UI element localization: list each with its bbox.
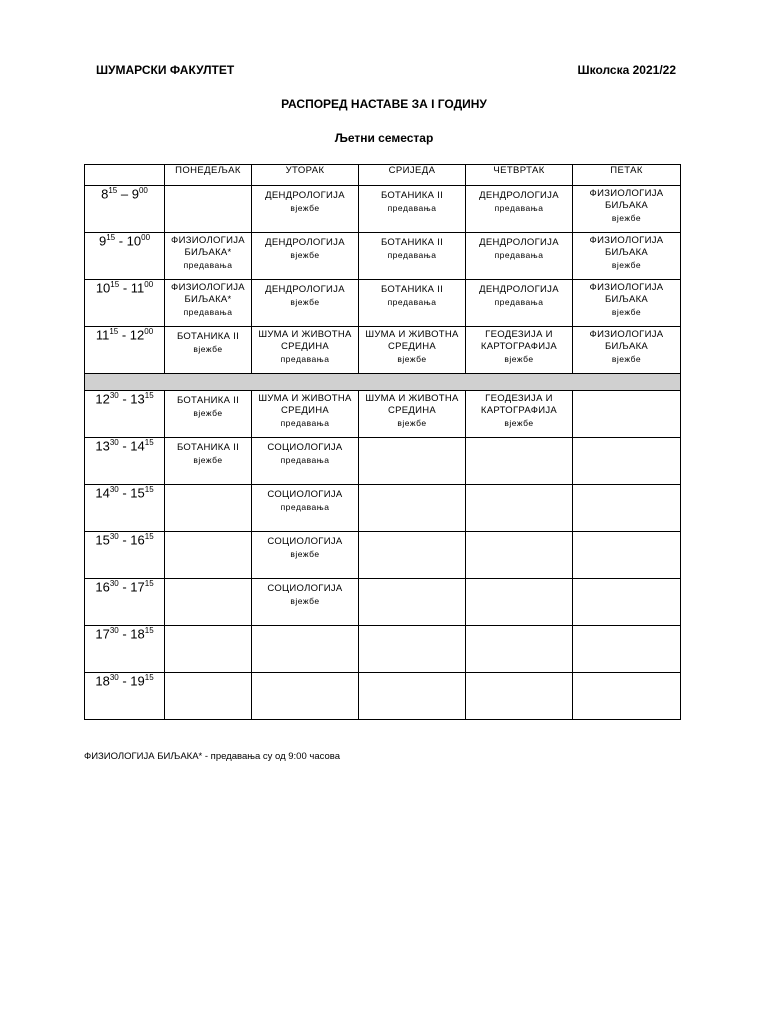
end-hour: 9	[131, 186, 139, 202]
schedule-cell-thursday	[466, 673, 573, 720]
page-title: РАСПОРЕД НАСТАВЕ ЗА I ГОДИНУ	[281, 97, 487, 111]
schedule-cell-tuesday	[252, 438, 359, 485]
schedule-cell-monday	[165, 327, 252, 374]
time-slot-label	[85, 485, 165, 532]
class-type: предавања	[387, 203, 437, 213]
subject-name: ШУМА И ЖИВОТНА СРЕДИНА	[258, 393, 352, 416]
time-slot-label	[85, 391, 165, 438]
schedule-cell-tuesday	[252, 186, 359, 233]
schedule-cell-monday	[165, 673, 252, 720]
break-band	[85, 374, 681, 391]
schedule-cell-monday	[165, 438, 252, 485]
time-slot-row	[85, 485, 681, 532]
schedule-cell-friday	[573, 186, 681, 233]
end-hour: 16	[130, 532, 145, 548]
schedule-cell-tuesday	[252, 579, 359, 626]
time-slot-row	[85, 280, 681, 327]
class-type: предавања	[280, 502, 330, 512]
end-hour: 11	[130, 280, 145, 296]
schedule-cell-monday	[165, 233, 252, 280]
class-type: предавања	[494, 297, 544, 307]
end-minutes: 15	[144, 532, 154, 541]
class-type: вјежбе	[290, 203, 320, 213]
start-hour: 8	[101, 186, 109, 202]
schedule-cell-tuesday	[252, 233, 359, 280]
subject-name: ДЕНДРОЛОГИЈА	[265, 237, 345, 248]
end-minutes: 15	[144, 485, 154, 494]
school-year: Школска 2021/22	[577, 63, 676, 77]
class-type: вјежбе	[611, 213, 642, 223]
time-separator: -	[119, 280, 131, 296]
schedule-cell-tuesday	[252, 280, 359, 327]
time-separator: -	[118, 327, 130, 343]
end-hour: 18	[130, 626, 145, 642]
time-slot-row	[85, 532, 681, 579]
schedule-cell-thursday	[466, 485, 573, 532]
subject-name: БОТАНИКА II	[380, 284, 444, 295]
end-minutes: 00	[138, 186, 148, 195]
subject-name: СОЦИОЛОГИЈА	[267, 536, 343, 547]
end-minutes: 15	[144, 579, 154, 588]
end-hour: 10	[126, 233, 142, 249]
subject-name: ДЕНДРОЛОГИЈА	[265, 284, 345, 295]
time-separator: -	[118, 579, 131, 595]
time-slot-row	[85, 327, 681, 374]
time-separator: -	[118, 673, 131, 689]
schedule-cell-tuesday	[252, 673, 359, 720]
schedule-cell-tuesday	[252, 327, 359, 374]
time-slot-label	[85, 280, 165, 327]
semester-label: Љетни семестар	[334, 131, 434, 145]
schedule-cell-thursday	[466, 579, 573, 626]
start-hour: 18	[95, 673, 110, 689]
class-type: вјежбе	[504, 418, 534, 428]
schedule-cell-thursday	[466, 186, 573, 233]
schedule-cell-thursday	[466, 626, 573, 673]
time-slot-row	[85, 186, 681, 233]
start-minutes: 15	[109, 327, 119, 336]
class-type: предавања	[494, 250, 544, 260]
subject-name: ДЕНДРОЛОГИЈА	[479, 190, 559, 201]
time-slot-row	[85, 673, 681, 720]
schedule-cell-friday	[573, 327, 681, 374]
end-hour: 19	[130, 673, 145, 689]
schedule-cell-friday	[573, 485, 681, 532]
schedule-cell-thursday	[466, 532, 573, 579]
class-type: вјежбе	[290, 596, 320, 606]
end-minutes: 15	[144, 673, 154, 682]
schedule-cell-monday	[165, 532, 252, 579]
end-hour: 17	[130, 579, 145, 595]
time-slot-label	[85, 233, 165, 280]
class-type: вјежбе	[611, 354, 642, 364]
time-slot-row	[85, 233, 681, 280]
subject-name: БОТАНИКА II	[176, 442, 240, 453]
subject-name: СОЦИОЛОГИЈА	[267, 442, 343, 453]
time-slot-row	[85, 438, 681, 485]
time-slot-label	[85, 327, 165, 374]
start-minutes: 30	[109, 579, 119, 588]
class-type: вјежбе	[611, 307, 642, 317]
subject-name: ФИЗИОЛОГИЈА БИЉАКА	[589, 282, 664, 305]
end-minutes: 00	[144, 327, 154, 336]
schedule-cell-wednesday	[359, 485, 466, 532]
schedule-cell-friday	[573, 391, 681, 438]
class-type: вјежбе	[397, 418, 427, 428]
end-hour: 15	[130, 485, 145, 501]
footnote: ФИЗИОЛОГИЈА БИЉАКА* - предавања су од 9:00 часова	[84, 751, 340, 762]
class-type: предавања	[183, 260, 233, 270]
schedule-cell-tuesday	[252, 391, 359, 438]
time-slot-row	[85, 579, 681, 626]
schedule-body	[85, 186, 681, 720]
start-minutes: 30	[109, 532, 119, 541]
schedule-cell-tuesday	[252, 626, 359, 673]
subject-name: СОЦИОЛОГИЈА	[267, 583, 343, 594]
schedule-cell-wednesday	[359, 391, 466, 438]
schedule-cell-wednesday	[359, 233, 466, 280]
subject-name: БОТАНИКА II	[176, 331, 240, 342]
start-hour: 11	[95, 327, 110, 343]
schedule-cell-wednesday	[359, 186, 466, 233]
schedule-cell-friday	[573, 233, 681, 280]
class-type: вјежбе	[290, 297, 320, 307]
schedule-cell-monday	[165, 485, 252, 532]
schedule-cell-friday	[573, 438, 681, 485]
schedule-cell-wednesday	[359, 626, 466, 673]
class-type: вјежбе	[611, 260, 642, 270]
subject-name: ГЕОДЕЗИЈА И КАРТОГРАФИЈА	[480, 329, 558, 352]
end-minutes: 00	[144, 280, 154, 289]
time-slot-label	[85, 186, 165, 233]
subject-name: БОТАНИКА II	[176, 395, 240, 406]
end-minutes: 15	[144, 438, 154, 447]
start-hour: 9	[98, 233, 107, 249]
time-slot-label	[85, 626, 165, 673]
day-header-friday: ПЕТАК	[573, 165, 681, 186]
subject-name: ФИЗИОЛОГИЈА БИЉАКА	[589, 188, 664, 211]
start-minutes: 30	[109, 626, 119, 635]
start-hour: 17	[95, 626, 110, 642]
class-type: вјежбе	[504, 354, 534, 364]
end-minutes: 15	[144, 626, 154, 635]
subject-name: ШУМА И ЖИВОТНА СРЕДИНА	[258, 329, 352, 352]
schedule-cell-wednesday	[359, 673, 466, 720]
schedule-cell-wednesday	[359, 327, 466, 374]
end-minutes: 00	[141, 233, 151, 242]
class-type: предавања	[387, 297, 437, 307]
subject-name: БОТАНИКА II	[380, 237, 444, 248]
subject-name: ДЕНДРОЛОГИЈА	[265, 190, 345, 201]
class-type: вјежбе	[290, 250, 320, 260]
schedule-cell-wednesday	[359, 579, 466, 626]
start-hour: 13	[95, 438, 110, 454]
schedule-cell-monday	[165, 579, 252, 626]
schedule-cell-monday	[165, 391, 252, 438]
time-separator: -	[118, 485, 131, 501]
schedule-cell-thursday	[466, 391, 573, 438]
subject-name: СОЦИОЛОГИЈА	[267, 489, 343, 500]
time-slot-row	[85, 626, 681, 673]
schedule-cell-monday	[165, 280, 252, 327]
time-slot-label	[85, 673, 165, 720]
end-hour: 12	[129, 327, 145, 343]
time-separator: -	[118, 438, 131, 454]
time-slot-label	[85, 438, 165, 485]
start-hour: 10	[95, 280, 111, 296]
schedule-cell-tuesday	[252, 532, 359, 579]
schedule-cell-friday	[573, 280, 681, 327]
class-type: предавања	[280, 455, 330, 465]
class-type: вјежбе	[290, 549, 320, 559]
end-hour: 13	[130, 391, 145, 407]
corner-cell	[85, 165, 165, 186]
schedule-cell-friday	[573, 673, 681, 720]
schedule-cell-tuesday	[252, 485, 359, 532]
time-separator: –	[117, 186, 132, 202]
schedule-cell-friday	[573, 579, 681, 626]
subject-name: ГЕОДЕЗИЈА И КАРТОГРАФИЈА	[480, 393, 558, 416]
subject-name: ФИЗИОЛОГИЈА БИЉАКА*	[171, 235, 245, 258]
end-hour: 14	[130, 438, 145, 454]
schedule-cell-friday	[573, 532, 681, 579]
time-slot-label	[85, 532, 165, 579]
start-minutes: 30	[109, 391, 119, 400]
start-minutes: 15	[110, 280, 120, 289]
subject-name: ДЕНДРОЛОГИЈА	[479, 237, 559, 248]
class-type: предавања	[280, 354, 330, 364]
time-separator: -	[118, 626, 131, 642]
day-header-wednesday: СРИЈЕДА	[359, 165, 466, 186]
subject-name: ШУМА И ЖИВОТНА СРЕДИНА	[365, 393, 459, 416]
schedule-cell-monday	[165, 186, 252, 233]
schedule-cell-friday	[573, 626, 681, 673]
day-header-thursday: ЧЕТВРТАК	[466, 165, 573, 186]
start-hour: 15	[95, 532, 110, 548]
start-minutes: 30	[109, 485, 119, 494]
schedule-cell-monday	[165, 626, 252, 673]
day-header-monday: ПОНЕДЕЉАК	[165, 165, 252, 186]
class-type: предавања	[183, 307, 233, 317]
start-minutes: 30	[109, 673, 119, 682]
time-separator: -	[118, 391, 131, 407]
schedule-cell-wednesday	[359, 280, 466, 327]
class-type: вјежбе	[193, 344, 223, 354]
end-minutes: 15	[144, 391, 154, 400]
class-type: вјежбе	[193, 408, 223, 418]
faculty-name: ШУМАРСКИ ФАКУЛТЕТ	[96, 63, 235, 77]
schedule-cell-thursday	[466, 280, 573, 327]
schedule-cell-thursday	[466, 233, 573, 280]
time-separator: -	[115, 233, 127, 249]
schedule-cell-wednesday	[359, 438, 466, 485]
start-hour: 16	[95, 579, 110, 595]
subject-name: ДЕНДРОЛОГИЈА	[479, 284, 559, 295]
start-minutes: 30	[109, 438, 119, 447]
start-minutes: 15	[106, 233, 116, 242]
start-hour: 12	[95, 391, 110, 407]
class-type: предавања	[494, 203, 544, 213]
start-minutes: 15	[108, 186, 118, 195]
break-row	[85, 374, 681, 391]
day-header-tuesday: УТОРАК	[252, 165, 359, 186]
time-separator: -	[118, 532, 131, 548]
time-slot-row	[85, 391, 681, 438]
subject-name: ФИЗИОЛОГИЈА БИЉАКА	[589, 235, 664, 258]
class-type: предавања	[387, 250, 437, 260]
class-type: вјежбе	[397, 354, 427, 364]
schedule-cell-thursday	[466, 327, 573, 374]
class-type: предавања	[280, 418, 330, 428]
start-hour: 14	[95, 485, 110, 501]
time-slot-label	[85, 579, 165, 626]
schedule-cell-wednesday	[359, 532, 466, 579]
schedule-cell-thursday	[466, 438, 573, 485]
subject-name: ФИЗИОЛОГИЈА БИЉАКА*	[171, 282, 245, 305]
subject-name: ФИЗИОЛОГИЈА БИЉАКА	[589, 329, 664, 352]
day-header-row	[85, 165, 681, 186]
subject-name: ШУМА И ЖИВОТНА СРЕДИНА	[365, 329, 459, 352]
subject-name: БОТАНИКА II	[380, 190, 444, 201]
schedule-table	[84, 164, 681, 720]
class-type: вјежбе	[193, 455, 223, 465]
